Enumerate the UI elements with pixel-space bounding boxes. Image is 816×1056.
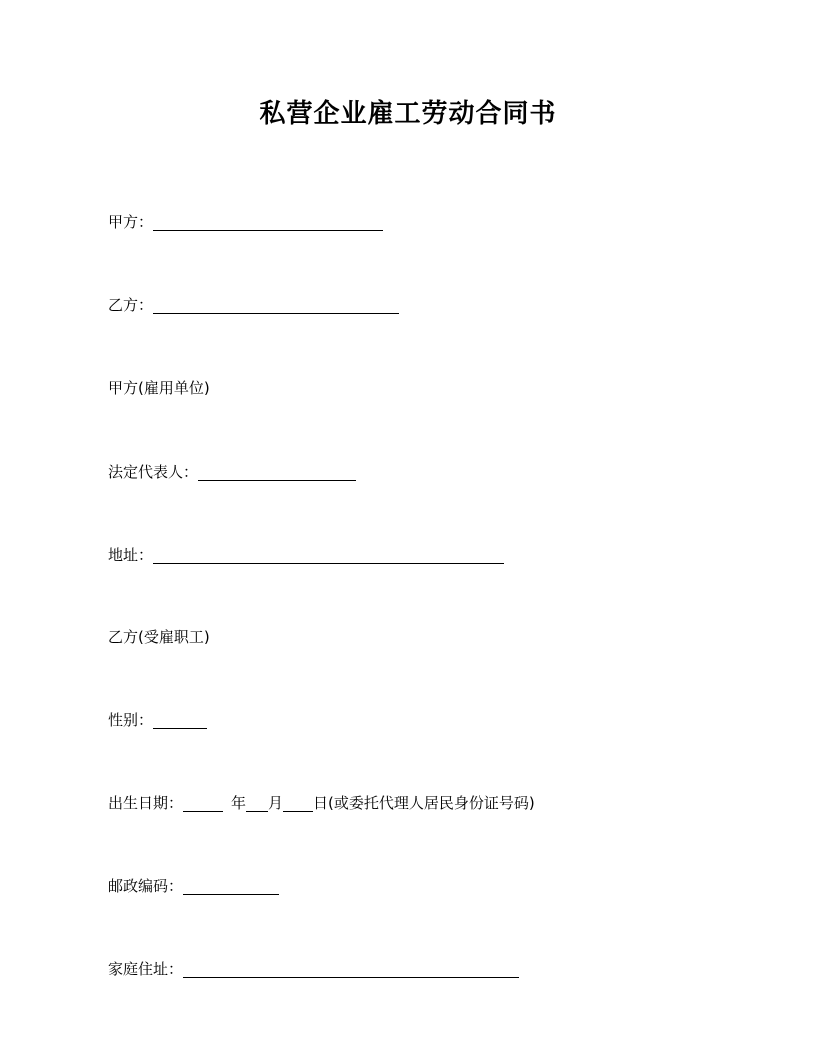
party-a-blank: [153, 212, 383, 231]
address-blank: [153, 545, 504, 564]
home-address-label: 家庭住址：: [108, 960, 184, 978]
birth-date-line: [108, 792, 535, 814]
legal-rep-line: [108, 461, 356, 483]
party-b-blank: [153, 295, 399, 314]
postal-code-label: 邮政编码：: [108, 877, 184, 895]
home-address-line: [108, 958, 519, 980]
party-b-label: 乙方：: [108, 296, 154, 314]
birth-day-unit: 日(或委托代理人居民身份证号码): [313, 794, 535, 812]
birth-month-unit: 月: [268, 794, 284, 812]
party-a-heading-text: 甲方(雇用单位): [108, 379, 210, 397]
party-a-label: 甲方：: [108, 213, 154, 231]
legal-rep-label: 法定代表人：: [108, 463, 199, 481]
postal-code-line: [108, 875, 279, 897]
home-address-blank: [183, 959, 519, 978]
birth-date-label: 出生日期：: [108, 794, 184, 812]
birth-day-blank: [283, 793, 313, 812]
address-label: 地址：: [108, 546, 154, 564]
gender-blank: [153, 710, 207, 729]
postal-code-blank: [183, 876, 279, 895]
birth-year-unit: 年: [231, 794, 247, 812]
gender-line: [108, 709, 207, 731]
party-b-line: [108, 294, 399, 316]
party-a-line: [108, 211, 383, 233]
legal-rep-blank: [198, 462, 356, 481]
party-b-heading-text: 乙方(受雇职工): [108, 628, 210, 646]
birth-year-blank: [183, 793, 223, 812]
gender-label: 性别：: [108, 711, 154, 729]
party-b-heading: [108, 626, 210, 648]
party-a-heading: [108, 377, 210, 399]
address-line: [108, 544, 504, 566]
birth-month-blank: [246, 793, 268, 812]
document-title: 私营企业雇工劳动合同书: [259, 99, 557, 129]
